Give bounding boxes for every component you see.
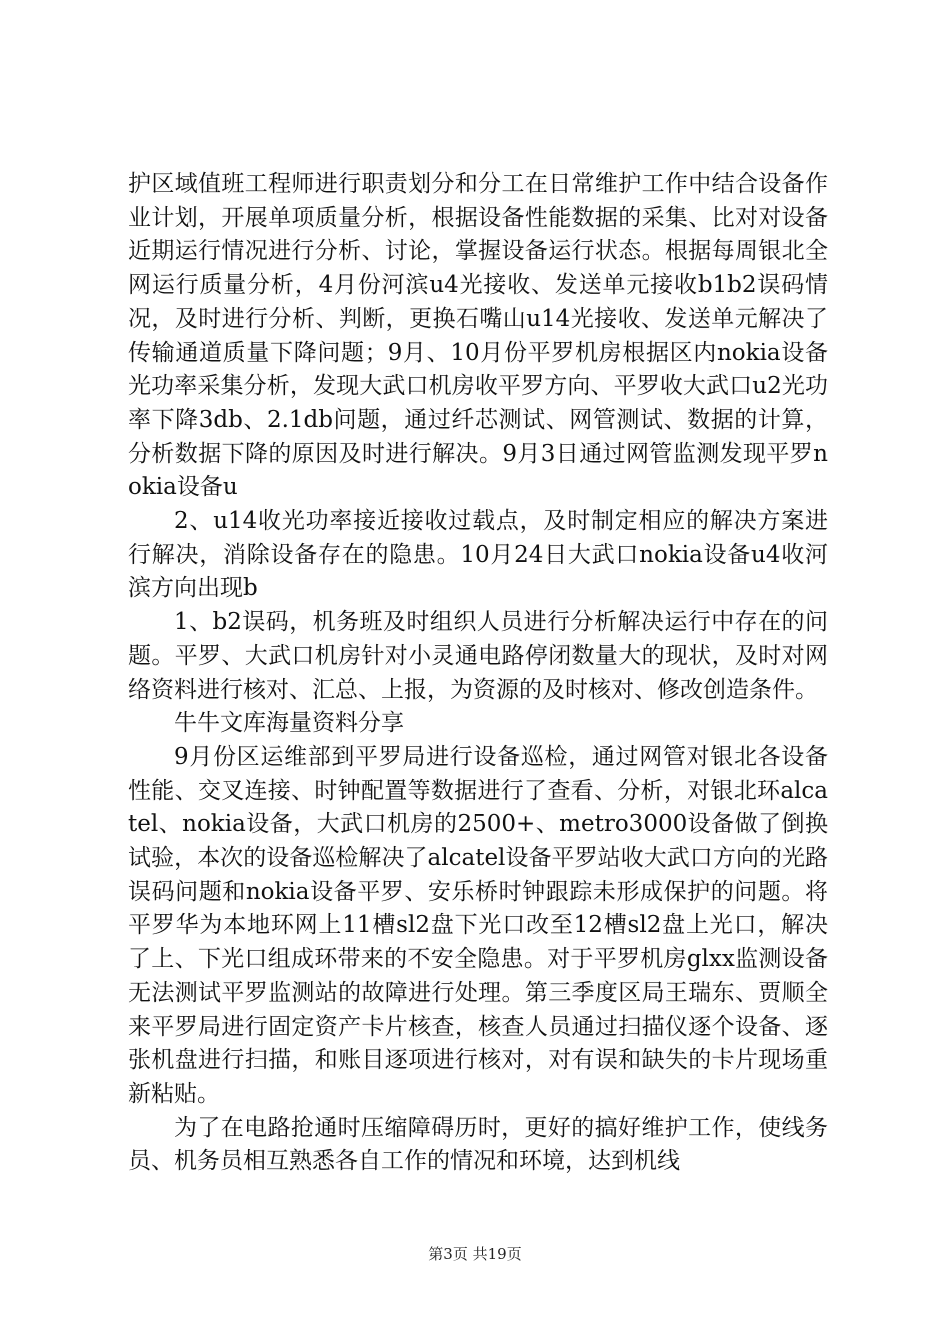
paragraph-5: 9月份区运维部到平罗局进行设备巡检，通过网管对银北各设备性能、交叉连接、时钟配置等数据进行了查看、分析，对银北环alcatel、nokia设备，大武口机房的2500+、metro3000设备做了倒换试验，本次的设备巡检解决了alcatel设备平罗站收大武口方向的光路误码问题和nokia设备平罗、安乐桥时钟跟踪未形成保护的问题。将平罗华为本地环网上11槽sl2盘下光口改至12槽sl2盘上光口，解决了上、下光口组成环带来的不安全隐患。对于平罗机房glxx监测设备无法测试平罗监测站的故障进行处理。第三季度区局王瑞东、贾顺全来平罗局进行固定资产卡片核查，核查人员通过扫描仪逐个设备、逐张机盘进行扫描，和账目逐项进行核对，对有误和缺失的卡片现场重新粘贴。 bbox=[128, 743, 828, 1107]
paragraph-4: 牛牛文库海量资料分享 bbox=[174, 710, 404, 737]
paragraph-6: 为了在电路抢通时压缩障碍历时，更好的搞好维护工作，使线务员、机务员相互熟悉各自工作的情况和环境，达到机线 bbox=[128, 1114, 828, 1175]
document-body bbox=[128, 168, 828, 1179]
paragraph-3: 1、b2误码，机务班及时组织人员进行分析解决运行中存在的问题。平罗、大武口机房针对小灵通电路停闭数量大的现状，及时对网络资料进行核对、汇总、上报，为资源的及时核对、修改创造条件。 bbox=[128, 609, 828, 703]
page-footer: 第3页 共19页 bbox=[428, 1245, 522, 1263]
paragraph-1: 护区域值班工程师进行职责划分和分工在日常维护工作中结合设备作业计划，开展单项质量分析，根据设备性能数据的采集、比对对设备近期运行情况进行分析、讨论，掌握设备运行状态。根据每周银北全网运行质量分析，4月份河滨u4光接收、发送单元接收b1b2误码情况，及时进行分析、判断，更换石嘴山u14光接收、发送单元解决了传输通道质量下降问题；9月、10月份平罗机房根据区内nokia设备光功率采集分析，发现大武口机房收平罗方向、平罗收大武口u2光功率下降3db、2.1db问题，通过纤芯测试、网管测试、数据的计算，分析数据下降的原因及时进行解决。9月3日通过网管监测发现平罗nokia设备u bbox=[128, 171, 828, 501]
paragraph-2: 2、u14收光功率接近接收过载点，及时制定相应的解决方案进行解决，消除设备存在的隐患。10月24日大武口nokia设备u4收河滨方向出现b bbox=[128, 508, 828, 602]
